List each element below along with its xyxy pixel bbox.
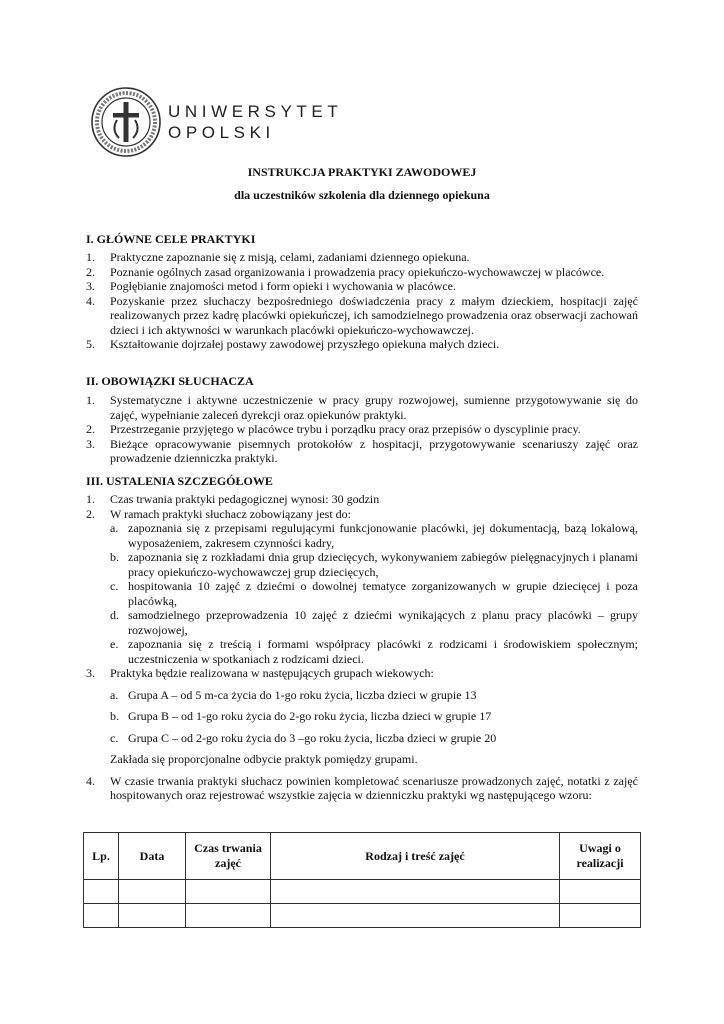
list-item: 5. Kształtowanie dojrzałej postawy zawodowej przyszłego opiekuna małych dzieci.: [86, 337, 500, 351]
table-row: [84, 904, 641, 928]
item2-sublist: [86, 521, 638, 666]
sublist-item: d. samodzielnego przeprowadzenia 10 zajęć z dziećmi wynikających z planu pracy placówki – grupy rozwojowej,: [110, 608, 638, 637]
document-title: INSTRUKCJA PRAKTYKI ZAWODOWEJ: [247, 165, 477, 179]
list-item: 3. Bieżące opracowywanie pisemnych protokołów z hospitacji, przygotowywanie scenariuszy zajęć oraz prowadzenie dzienniczka praktyki.: [86, 436, 638, 465]
col-remarks: Uwagi o realizacji: [560, 833, 641, 880]
section1-heading: I. GŁÓWNE CELE PRAKTYKI: [86, 232, 256, 246]
sublist-item: a. Grupa A – od 5 m-ca życia do 1-go roku życia, liczba dzieci w grupie 13: [110, 687, 477, 702]
sublist-item: a. zapoznania się z przepisami regulującymi funkcjonowanie placówki, jej dokumentacją, bazą lokalową, wyposażeniem, zakresem czynności kadry,: [110, 521, 638, 550]
list-item: 3. Praktyka będzie realizowana w następujących grupach wiekowych:: [86, 666, 434, 680]
col-lp: Lp.: [84, 833, 119, 880]
list-item: 2. Przestrzeganie przyjętego w placówce trybu i porządku pracy oraz przepisów o dyscyplinie pracy.: [86, 422, 581, 436]
item3-sublist: [86, 688, 638, 746]
document-subtitle: dla uczestników szkolenia dla dziennego opiekuna: [234, 188, 490, 202]
logo-line2: OPOLSKI: [168, 123, 275, 142]
sublist-item: b. zapoznania się z rozkładami dnia grup dziecięcych, wykonywaniem zabiegów pielęgnacyjnych i planami pracy opiekuńczo-wychowawczej grup dziecięcych,: [110, 550, 638, 579]
sublist-item: e. zapoznania się z treścią i formami współpracy placówki z rodzicami i środowiskiem społecznym; uczestniczenia w spotkaniach z rodzicami dzieci.: [110, 637, 638, 666]
logo-line1: UNIWERSYTET: [168, 102, 343, 121]
col-type-content: Rodzaj i treść zajęć: [271, 833, 560, 880]
list-item: 2. W ramach praktyki słuchacz zobowiązany jest do:: [86, 506, 352, 521]
list-item: 4. Pozyskanie przez słuchaczy bezpośredniego doświadczenia pracy z małym dzieckiem, hospitacji zajęć realizowanych przez kadrę placówki opiekuńczej, ich samodzielnego prowadzenia oraz obserwacji zachowań dzieci i ich aktywności w warunkach placówki opiekuńczo-wychowawczej.: [86, 293, 638, 337]
university-seal-icon: [90, 86, 162, 158]
col-data: Data: [119, 833, 186, 880]
sublist-item: c. Grupa C – od 2-go roku życia do 3 –go roku życia, liczba dzieci w grupie 20: [110, 730, 497, 745]
section2-list: [86, 393, 638, 466]
list-item: 1. Systematyczne i aktywne uczestniczenie w pracy grupy rozwojowej, sumienne przygotowywanie się do zajęć, wypełnianie zaleceń dyrekcji oraz opiekunów praktyki.: [86, 393, 638, 422]
sublist-item: b. Grupa B – od 1-go roku życia do 2-go roku życia, liczba dzieci w grupie 17: [110, 709, 492, 723]
list-item: 1. Czas trwania praktyki pedagogicznej wynosi: 30 godzin: [86, 492, 380, 506]
item3-note: Zakłada się proporcjonalne odbycie praktyk pomiędzy grupami.: [110, 752, 418, 766]
practice-log-table: [83, 832, 641, 928]
list-item: 1. Praktyczne zapoznanie się z misją, celami, zadaniami dziennego opiekuna.: [86, 250, 470, 264]
sublist-item: c. hospitowania 10 zajęć z dziećmi o dowolnej tematyce zorganizowanych w grupie dziecięcej i poza placówką,: [110, 579, 638, 608]
section3-heading: III. USTALENIA SZCZEGÓŁOWE: [86, 474, 273, 488]
section2-heading: II. OBOWIĄZKI SŁUCHACZA: [86, 374, 254, 388]
list-item: 4. W czasie trwania praktyki słuchacz powinien kompletować scenariusze prowadzonych zajęć, notatki z zajęć hospitowanych oraz rejestrować wszystkie zajęcia w dzienniczku praktyki wg następującego wzoru:: [86, 773, 638, 802]
list-item: 2. Poznanie ogólnych zasad organizowania i prowadzenia pracy opiekuńczo-wychowawczej w placówce.: [86, 264, 605, 279]
col-duration: Czas trwania zajęć: [186, 833, 271, 880]
table-row: [84, 880, 641, 904]
logo-wordmark: [168, 101, 342, 143]
table-header-row: [84, 833, 641, 880]
list-item: 3. Pogłębianie znajomości metod i form opieki i wychowania w placówce.: [86, 279, 456, 293]
section3-list: [86, 492, 638, 803]
university-logo: [90, 86, 342, 158]
section1-list: [86, 250, 638, 352]
